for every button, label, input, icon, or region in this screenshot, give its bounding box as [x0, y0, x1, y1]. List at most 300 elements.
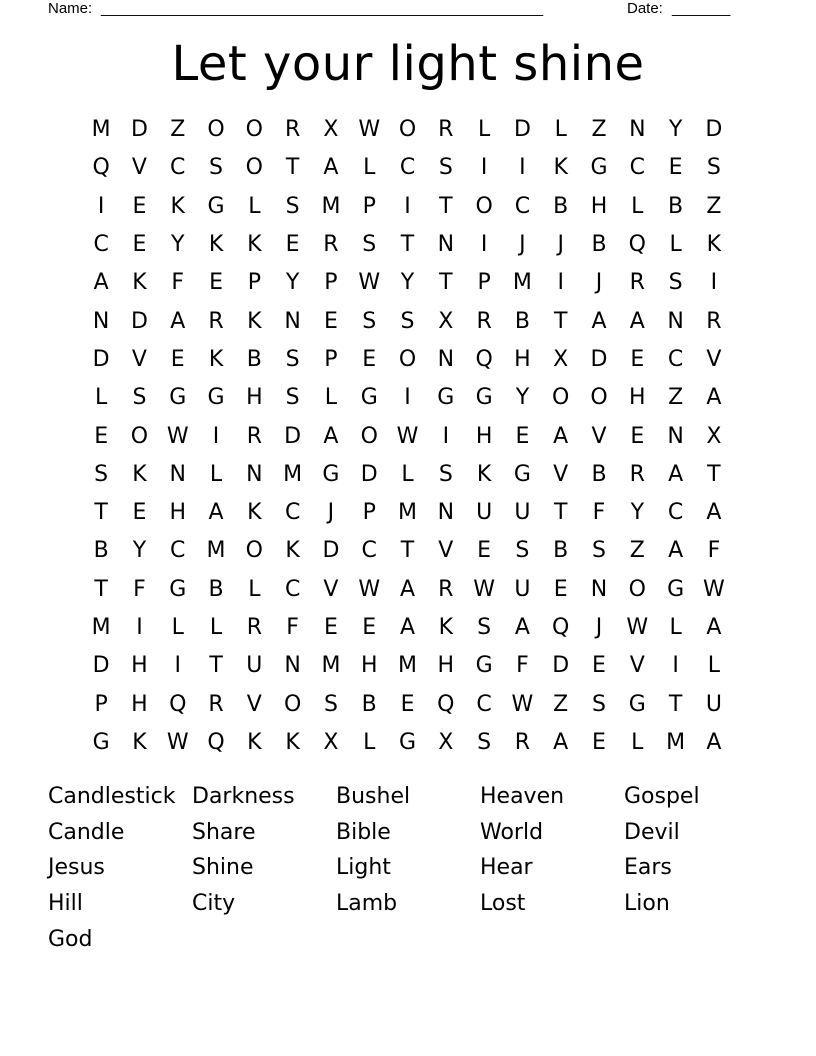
word-bank-item: City: [192, 891, 236, 917]
grid-letter: W: [358, 117, 381, 143]
grid-letter: U: [246, 653, 263, 679]
grid-letter: M: [206, 538, 226, 564]
grid-letter: W: [703, 576, 725, 602]
grid-letter: I: [480, 155, 488, 181]
grid-letter: V: [591, 423, 607, 449]
grid-letter: A: [323, 155, 339, 181]
grid-letter: L: [554, 117, 567, 143]
grid-letter: C: [284, 576, 301, 602]
grid-letter: S: [477, 729, 492, 755]
grid-letter: Z: [706, 193, 722, 219]
word-bank-item: Lost: [480, 891, 526, 917]
grid-letter: W: [358, 576, 381, 602]
grid-letter: Z: [170, 117, 186, 143]
grid-letter: J: [519, 232, 526, 258]
grid-letter: V: [131, 155, 147, 181]
word-search-grid: [82, 111, 733, 762]
grid-letter: E: [132, 232, 147, 258]
grid-letter: E: [553, 576, 568, 602]
grid-letter: G: [207, 193, 225, 219]
grid-letter: L: [209, 615, 223, 640]
word-bank-item: Bible: [336, 819, 391, 845]
grid-letter: N: [629, 117, 646, 143]
grid-letter: T: [94, 500, 108, 526]
grid-letter: E: [94, 423, 109, 449]
grid-letter: H: [246, 385, 263, 411]
grid-letter: X: [438, 729, 454, 755]
grid-letter: R: [208, 691, 224, 717]
grid-letter: T: [209, 653, 223, 679]
grid-letter: E: [400, 691, 415, 717]
grid-letter: S: [592, 538, 606, 564]
grid-letter: U: [476, 500, 493, 526]
grid-letter: G: [437, 385, 455, 411]
grid-letter: R: [246, 423, 262, 449]
grid-letter: B: [93, 538, 109, 564]
grid-letter: D: [552, 653, 570, 679]
grid-letter: C: [170, 538, 186, 564]
word-bank-item: Share: [192, 819, 256, 845]
grid-letter: K: [247, 232, 262, 258]
grid-letter: R: [629, 270, 645, 296]
grid-letter: V: [246, 691, 262, 717]
grid-letter: S: [362, 232, 377, 258]
grid-letter: B: [208, 576, 224, 602]
grid-letter: W: [358, 270, 381, 296]
grid-letter: G: [667, 576, 685, 602]
grid-letter: M: [398, 500, 418, 526]
grid-letter: C: [667, 346, 684, 372]
grid-letter: O: [245, 117, 263, 143]
grid-letter: S: [323, 691, 338, 717]
grid-letter: Y: [132, 538, 147, 564]
grid-letter: K: [285, 538, 300, 564]
grid-letter: S: [592, 691, 606, 717]
grid-letter: X: [706, 423, 722, 449]
grid-letter: R: [208, 308, 224, 334]
word-bank-item: Devil: [624, 819, 680, 845]
grid-letter: H: [629, 385, 646, 411]
grid-letter: G: [92, 729, 110, 755]
grid-letter: M: [666, 729, 686, 755]
date-label: Date:: [627, 0, 663, 17]
grid-letter: A: [591, 308, 607, 334]
grid-letter: E: [323, 308, 338, 334]
grid-letter: W: [396, 423, 419, 449]
grid-letter: B: [514, 308, 530, 334]
word-bank-item: Jesus: [48, 855, 105, 881]
grid-letter: C: [361, 538, 377, 564]
grid-letter: D: [513, 117, 531, 143]
grid-letter: N: [284, 653, 301, 679]
grid-letter: V: [706, 346, 722, 372]
grid-letter: Q: [169, 691, 187, 717]
grid-letter: N: [667, 423, 684, 449]
grid-letter: X: [438, 308, 454, 334]
grid-letter: O: [130, 423, 149, 449]
grid-letter: E: [362, 346, 377, 372]
grid-letter: K: [247, 500, 262, 526]
grid-letter: I: [519, 155, 526, 181]
grid-letter: E: [592, 653, 606, 679]
grid-letter: L: [171, 615, 184, 640]
grid-letter: S: [438, 461, 453, 487]
word-bank-item: Darkness: [192, 784, 295, 809]
grid-letter: N: [169, 461, 186, 487]
grid-letter: K: [247, 729, 262, 755]
grid-letter: N: [437, 232, 455, 258]
grid-letter: D: [92, 346, 110, 372]
grid-letter: S: [362, 308, 377, 334]
date-blank-line: _______: [672, 0, 731, 17]
grid-letter: I: [442, 423, 450, 449]
grid-letter: J: [557, 232, 564, 258]
grid-letter: D: [92, 653, 110, 679]
grid-letter: O: [245, 538, 263, 564]
name-blank-line: _____________________________________________________: [101, 0, 544, 17]
grid-letter: Q: [92, 155, 110, 181]
grid-letter: Z: [668, 385, 684, 411]
grid-letter: D: [322, 538, 340, 564]
grid-letter: U: [705, 691, 722, 717]
grid-letter: R: [438, 576, 454, 602]
grid-letter: A: [706, 615, 722, 640]
grid-letter: T: [400, 538, 415, 564]
grid-letter: N: [92, 308, 110, 334]
grid-letter: L: [95, 385, 108, 411]
grid-letter: J: [595, 615, 603, 640]
grid-letter: T: [553, 500, 568, 526]
word-bank-item: Bushel: [336, 784, 411, 809]
grid-letter: O: [283, 691, 302, 717]
grid-letter: L: [631, 729, 644, 755]
grid-letter: H: [475, 423, 493, 449]
grid-letter: C: [93, 232, 109, 258]
grid-letter: E: [668, 155, 683, 181]
grid-letter: V: [629, 653, 645, 679]
word-bank-item: God: [48, 926, 93, 952]
grid-letter: P: [247, 270, 261, 296]
grid-letter: K: [208, 346, 224, 372]
grid-letter: M: [283, 461, 303, 487]
grid-letter: K: [553, 155, 568, 181]
grid-letter: M: [321, 653, 341, 679]
grid-letter: F: [516, 653, 529, 679]
grid-letter: A: [553, 729, 569, 755]
grid-letter: K: [208, 232, 224, 258]
grid-letter: K: [132, 270, 147, 296]
grid-letter: N: [437, 346, 455, 372]
grid-letter: R: [514, 729, 531, 755]
grid-letter: S: [285, 385, 300, 411]
grid-letter: N: [667, 308, 684, 334]
grid-letter: E: [209, 270, 223, 296]
grid-letter: C: [476, 691, 492, 717]
grid-letter: A: [706, 500, 722, 526]
page-title: Let your light shine: [171, 36, 645, 92]
grid-letter: I: [404, 385, 411, 411]
grid-letter: S: [668, 270, 683, 296]
grid-letter: X: [553, 346, 569, 372]
grid-letter: O: [245, 155, 263, 181]
grid-letter: R: [246, 615, 262, 640]
grid-letter: B: [591, 232, 607, 258]
grid-letter: B: [361, 691, 377, 717]
grid-letter: P: [324, 346, 338, 372]
name-label: Name:: [48, 0, 93, 17]
grid-letter: T: [400, 232, 415, 258]
grid-letter: A: [323, 423, 339, 449]
grid-letter: T: [707, 461, 721, 487]
grid-letter: Z: [629, 538, 645, 564]
grid-letter: E: [323, 615, 338, 640]
grid-letter: G: [398, 729, 417, 755]
grid-letter: G: [475, 653, 493, 679]
grid-letter: A: [170, 308, 186, 334]
grid-letter: V: [323, 576, 339, 602]
grid-letter: S: [477, 615, 492, 640]
grid-letter: X: [323, 117, 339, 143]
grid-letter: M: [512, 270, 532, 296]
grid-letter: E: [630, 423, 645, 449]
grid-letter: W: [473, 576, 495, 602]
grid-letter: H: [131, 653, 148, 679]
grid-letter: I: [404, 193, 411, 219]
grid-letter: C: [284, 500, 301, 526]
grid-letter: S: [438, 155, 453, 181]
word-bank-item: Candle: [48, 819, 125, 845]
grid-letter: X: [323, 729, 339, 755]
grid-letter: K: [706, 232, 722, 258]
word-bank-item: Gospel: [624, 784, 700, 809]
grid-letter: I: [174, 653, 181, 679]
grid-letter: A: [629, 308, 645, 334]
grid-letter: E: [477, 538, 492, 564]
grid-letter: A: [93, 270, 109, 296]
grid-letter: A: [208, 500, 224, 526]
grid-letter: O: [628, 576, 646, 602]
grid-letter: E: [515, 423, 530, 449]
grid-letter: T: [668, 691, 683, 717]
grid-letter: T: [439, 193, 453, 219]
grid-letter: N: [246, 461, 263, 487]
grid-letter: H: [169, 500, 187, 526]
grid-letter: K: [285, 729, 300, 755]
grid-letter: R: [284, 117, 301, 143]
grid-letter: S: [285, 193, 300, 219]
grid-letter: Z: [591, 117, 607, 143]
grid-letter: S: [132, 385, 147, 411]
grid-letter: J: [595, 270, 603, 296]
word-bank-item: Heaven: [480, 784, 565, 809]
grid-letter: Y: [515, 385, 530, 411]
grid-letter: Y: [400, 270, 415, 296]
grid-letter: D: [360, 461, 378, 487]
grid-letter: E: [132, 500, 147, 526]
word-bank-item: Candlestick: [48, 784, 176, 809]
grid-letter: S: [285, 346, 300, 372]
grid-letter: L: [363, 155, 376, 181]
grid-letter: P: [362, 500, 376, 526]
grid-letter: Y: [668, 117, 683, 143]
grid-letter: Y: [630, 500, 645, 526]
grid-letter: G: [322, 461, 340, 487]
grid-letter: A: [514, 615, 530, 640]
grid-letter: I: [710, 270, 718, 296]
grid-letter: L: [324, 385, 338, 411]
grid-letter: N: [437, 500, 455, 526]
grid-letter: B: [553, 193, 569, 219]
grid-letter: H: [131, 691, 148, 717]
grid-letter: C: [667, 500, 684, 526]
grid-letter: R: [476, 308, 492, 334]
grid-letter: G: [513, 461, 531, 487]
header-line: [48, 0, 748, 20]
grid-letter: I: [557, 270, 564, 296]
grid-letter: L: [209, 461, 223, 487]
grid-letter: K: [438, 615, 454, 640]
grid-letter: P: [362, 193, 376, 219]
grid-letter: A: [668, 538, 684, 564]
grid-letter: K: [476, 461, 492, 487]
grid-letter: D: [284, 423, 302, 449]
grid-letter: T: [285, 155, 300, 181]
grid-letter: I: [480, 232, 488, 258]
grid-letter: M: [91, 615, 111, 640]
grid-letter: I: [212, 423, 220, 449]
grid-letter: G: [360, 385, 378, 411]
grid-letter: H: [590, 193, 608, 219]
grid-letter: V: [553, 461, 569, 487]
grid-letter: Z: [553, 691, 569, 717]
grid-letter: W: [166, 423, 189, 449]
grid-letter: M: [398, 653, 418, 679]
grid-letter: B: [668, 193, 684, 219]
grid-letter: V: [438, 538, 454, 564]
grid-letter: L: [477, 117, 491, 143]
grid-letter: O: [398, 346, 417, 372]
grid-letter: G: [628, 691, 646, 717]
word-bank: [48, 779, 768, 957]
grid-letter: E: [362, 615, 377, 640]
grid-letter: B: [553, 538, 569, 564]
grid-letter: U: [514, 576, 531, 602]
grid-letter: S: [706, 155, 721, 181]
grid-letter: S: [515, 538, 530, 564]
grid-letter: L: [707, 653, 721, 679]
grid-letter: L: [248, 576, 261, 602]
grid-letter: R: [323, 232, 339, 258]
grid-letter: F: [592, 500, 606, 526]
grid-letter: G: [169, 576, 187, 602]
grid-letter: H: [514, 346, 531, 372]
grid-letter: D: [130, 117, 148, 143]
grid-letter: G: [590, 155, 608, 181]
grid-letter: D: [705, 117, 723, 143]
grid-letter: L: [248, 193, 261, 219]
word-bank-item: Lamb: [336, 891, 398, 917]
grid-letter: E: [132, 193, 147, 219]
grid-letter: K: [247, 308, 262, 334]
grid-letter: R: [629, 461, 645, 487]
grid-letter: L: [363, 729, 376, 755]
grid-letter: S: [400, 308, 415, 334]
word-bank-item: Light: [336, 855, 391, 881]
grid-letter: P: [477, 270, 491, 296]
grid-letter: Y: [285, 270, 300, 296]
grid-letter: U: [514, 500, 531, 526]
grid-letter: L: [669, 615, 682, 640]
grid-letter: T: [94, 576, 108, 602]
grid-letter: R: [438, 117, 454, 143]
grid-letter: P: [94, 691, 108, 717]
word-bank-item: Hear: [480, 855, 533, 881]
grid-letter: O: [552, 385, 570, 411]
grid-letter: D: [130, 308, 148, 334]
grid-letter: S: [94, 461, 109, 487]
grid-letter: Q: [437, 691, 455, 717]
grid-letter: K: [132, 461, 147, 487]
grid-letter: K: [170, 193, 185, 219]
grid-letter: I: [136, 615, 143, 640]
grid-letter: L: [631, 193, 644, 219]
grid-letter: C: [170, 155, 186, 181]
grid-letter: W: [626, 615, 649, 640]
word-bank-item: Ears: [624, 855, 672, 881]
grid-letter: A: [553, 423, 569, 449]
grid-letter: V: [131, 346, 147, 372]
word-bank-item: World: [480, 819, 544, 845]
grid-letter: Q: [552, 615, 570, 640]
grid-letter: K: [132, 729, 147, 755]
grid-letter: A: [399, 615, 416, 640]
grid-letter: A: [399, 576, 416, 602]
grid-letter: I: [97, 193, 105, 219]
grid-letter: H: [437, 653, 455, 679]
grid-letter: C: [629, 155, 645, 181]
word-bank-item: Shine: [192, 855, 254, 881]
grid-letter: E: [592, 729, 606, 755]
grid-letter: G: [169, 385, 187, 411]
grid-letter: E: [285, 232, 300, 258]
grid-letter: E: [170, 346, 185, 372]
grid-letter: T: [553, 308, 568, 334]
grid-letter: L: [669, 232, 682, 258]
grid-letter: M: [321, 193, 341, 219]
grid-letter: O: [360, 423, 378, 449]
word-bank-item: Lion: [624, 891, 670, 917]
grid-letter: Q: [628, 232, 646, 258]
grid-letter: F: [133, 576, 146, 602]
grid-letter: B: [246, 346, 262, 372]
grid-letter: W: [511, 691, 534, 717]
grid-letter: M: [91, 117, 111, 143]
grid-letter: S: [209, 155, 224, 181]
grid-letter: I: [672, 653, 679, 679]
grid-letter: F: [171, 270, 185, 296]
grid-letter: Q: [207, 729, 225, 755]
word-bank-item: Hill: [48, 891, 83, 917]
grid-letter: A: [706, 729, 722, 755]
grid-letter: G: [475, 385, 493, 411]
grid-letter: O: [590, 385, 608, 411]
grid-letter: N: [284, 308, 301, 334]
grid-letter: B: [591, 461, 607, 487]
grid-letter: Q: [475, 346, 493, 372]
grid-letter: D: [590, 346, 608, 372]
grid-letter: F: [286, 615, 299, 640]
grid-letter: J: [327, 500, 335, 526]
